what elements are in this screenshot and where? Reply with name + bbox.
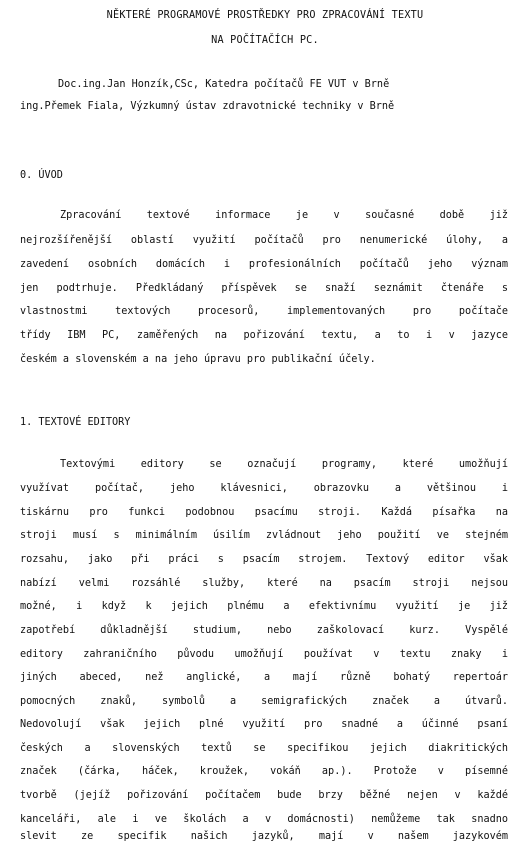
document-title-line-2: NA POČÍTAČÍCH PC. bbox=[211, 35, 319, 46]
paragraph-line: slevit ze specifik našich jazyků, mají v našem jazykovém bbox=[20, 831, 508, 842]
paragraph-line: třídy IBM PC, zaměřených na pořizování textu, a to i v jazyce bbox=[20, 330, 508, 341]
document-title-line-1: NĚKTERÉ PROGRAMOVÉ PROSTŘEDKY PRO ZPRACOVÁNÍ TEXTU bbox=[106, 10, 424, 21]
paragraph-line: zavedení osobních domácích i profesionálních počítačů jeho význam bbox=[20, 259, 508, 270]
paragraph-line: tiskárnu pro funkci podobnou psacímu stroji. Každá písařka na bbox=[20, 507, 508, 518]
paragraph-line: možné, i když k jejich plnému a efektivnímu využití je již bbox=[20, 601, 508, 612]
paragraph-line: stroji musí s minimálním úsilím zvládnout jeho použití ve stejném bbox=[20, 530, 508, 541]
paragraph-line: jiných abeced, než anglické, a mají různě bohatý repertoár bbox=[20, 672, 508, 683]
section-heading-intro: 0. ÚVOD bbox=[20, 170, 63, 181]
paragraph-line: pomocných znaků, symbolů a semigrafických značek a útvarů. bbox=[20, 696, 508, 707]
paragraph-line: Textovými editory se označují programy, které umožňují bbox=[60, 459, 508, 470]
paragraph-line: značek (čárka, háček, kroužek, vokáň ap.). Protože v písemné bbox=[20, 766, 508, 777]
paragraph-line: nejrozšířenější oblastí využití počítačů pro nenumerické úlohy, a bbox=[20, 235, 508, 246]
section-heading-text-editors: 1. TEXTOVÉ EDITORY bbox=[20, 417, 131, 428]
paragraph-line: vlastnostmi textových procesorů, implementovaných pro počítače bbox=[20, 306, 508, 317]
paragraph-line: editory zahraničního původu umožňují používat v textu znaky i bbox=[20, 649, 508, 660]
author-2: ing.Přemek Fiala, Výzkumný ústav zdravotnické techniky v Brně bbox=[20, 101, 395, 112]
paragraph-line: jen podtrhuje. Předkládaný příspěvek se snaží seznámit čtenáře s bbox=[20, 283, 508, 294]
paragraph-line: kanceláři, ale i ve školách a v domácnosti) nemůžeme tak snadno bbox=[20, 814, 508, 825]
author-1: Doc.ing.Jan Honzík,CSc, Katedra počítačů FE VUT v Brně bbox=[58, 79, 390, 90]
paragraph-line: využívat počítač, jeho klávesnici, obrazovku a většinou i bbox=[20, 483, 508, 494]
paragraph-line: nabízí velmi rozsáhlé služby, které na psacím stroji nejsou bbox=[20, 578, 508, 589]
paragraph-line: Zpracování textové informace je v současné době již bbox=[60, 210, 508, 221]
paragraph-line: Nedovolují však jejich plné využití pro snadné a účinné psaní bbox=[20, 719, 508, 730]
paragraph-line: rozsahu, jako při práci s psacím strojem. Textový editor však bbox=[20, 554, 508, 565]
paragraph-line: českých a slovenských textů se specifikou jejich diakritických bbox=[20, 743, 508, 754]
paragraph-line: zapotřebí důkladnější studium, nebo zaškolovací kurz. Vyspělé bbox=[20, 625, 508, 636]
paragraph-line: tvorbě (jejíž pořizování počítačem bude brzy běžné nejen v každé bbox=[20, 790, 508, 801]
paragraph-line: českém a slovenském a na jeho úpravu pro publikační účely. bbox=[20, 354, 376, 365]
